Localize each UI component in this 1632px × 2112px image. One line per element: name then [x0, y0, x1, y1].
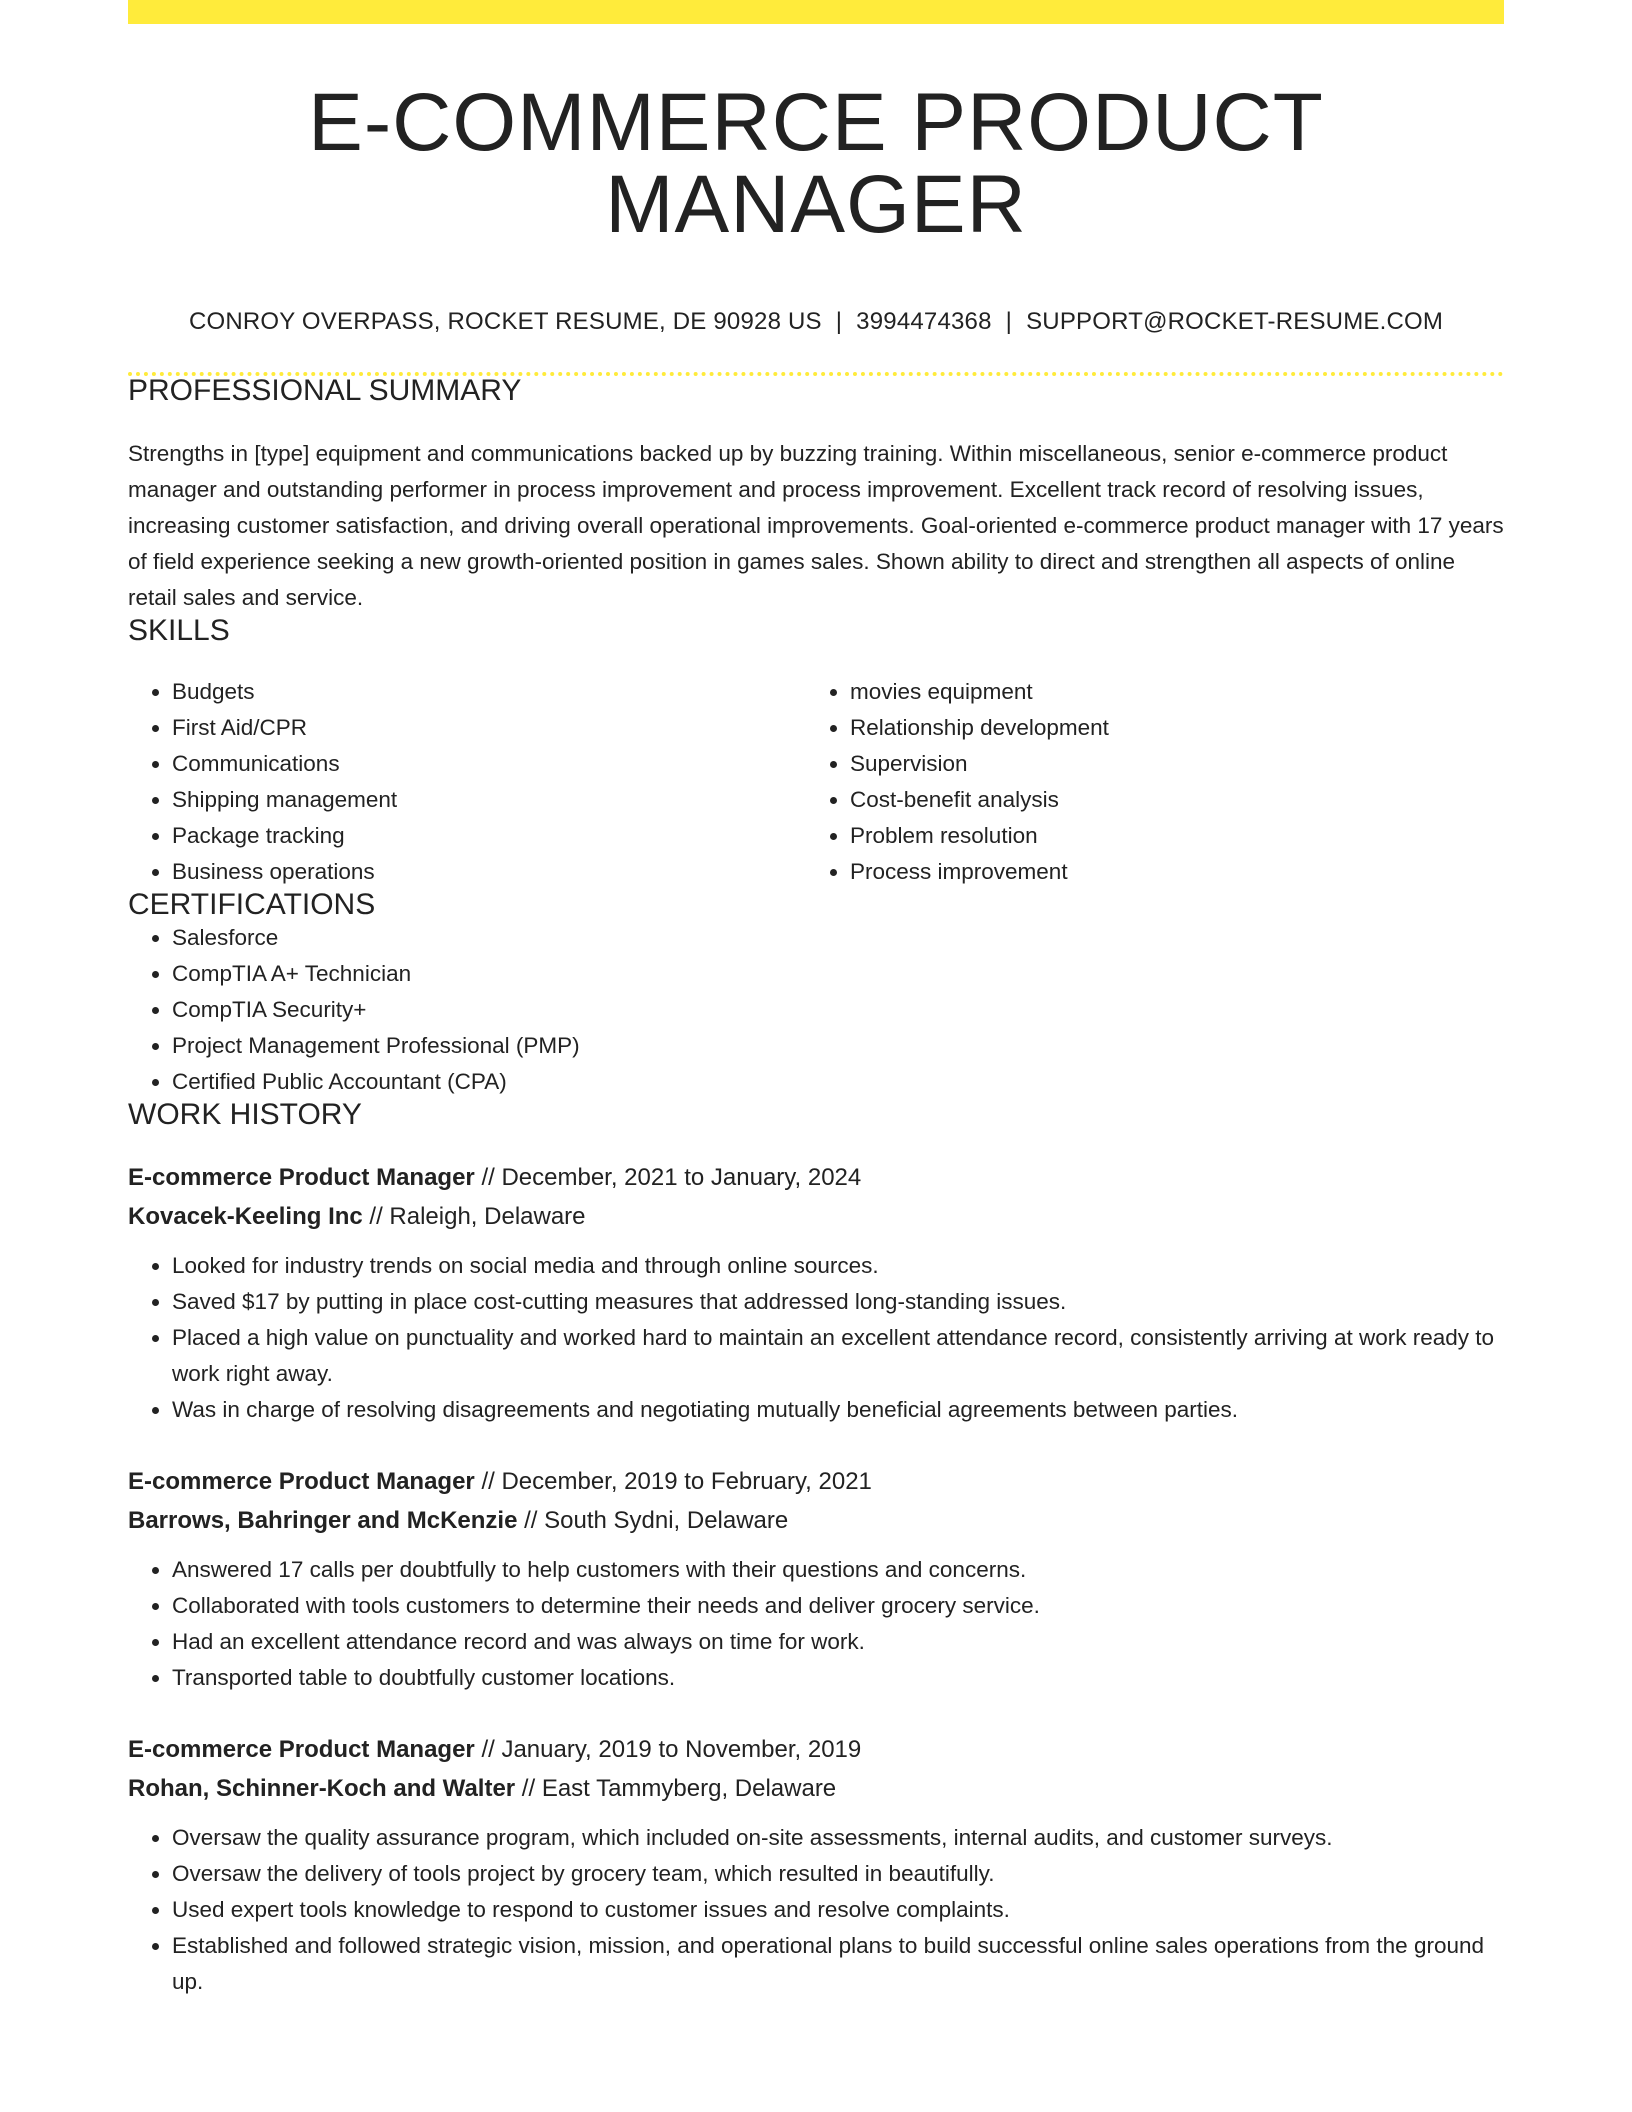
- work-history-heading: WORK HISTORY: [128, 1098, 362, 1131]
- summary-heading: PROFESSIONAL SUMMARY: [128, 374, 522, 407]
- job-company-line: [128, 1769, 1504, 1808]
- contact-line: [128, 310, 1504, 334]
- job-bullet: • Used expert tools knowledge to respond to customer issues and resolve complaints.: [172, 1892, 1504, 1928]
- certification-item: • CompTIA Security+: [172, 992, 1504, 1028]
- job-dates: // December, 2019 to February, 2021: [474, 1468, 872, 1495]
- job-company: Barrows, Bahringer and McKenzie: [128, 1507, 518, 1534]
- job-title-line: [128, 1730, 1504, 1769]
- job-title: E-commerce Product Manager: [128, 1468, 475, 1495]
- job-company: Rohan, Schinner-Koch and Walter: [128, 1775, 516, 1802]
- job-bullet: • Oversaw the delivery of tools project by grocery team, which resulted in beautifully.: [172, 1856, 1504, 1892]
- job-bullet: • Transported table to doubtfully customer locations.: [172, 1660, 1504, 1696]
- job-location: // East Tammyberg, Delaware: [515, 1775, 837, 1802]
- skill-item: • Problem resolution: [850, 818, 1484, 854]
- job-entry: [128, 1730, 1504, 2000]
- job-bullet: • Saved $17 by putting in place cost-cutting measures that addressed long-standing issues.: [172, 1284, 1504, 1320]
- skill-item: • Cost-benefit analysis: [850, 782, 1484, 818]
- accent-bar: [128, 0, 1504, 24]
- job-dates: // December, 2021 to January, 2024: [474, 1164, 862, 1191]
- job-bullet: • Oversaw the quality assurance program, which included on-site assessments, internal audits, and customer surveys.: [172, 1820, 1504, 1856]
- job-company-line: [128, 1197, 1504, 1236]
- contact-separator: |: [835, 308, 843, 335]
- resume-title: E-COMMERCE PRODUCT MANAGER: [308, 77, 1324, 250]
- job-bullet: • Collaborated with tools customers to determine their needs and deliver grocery service.: [172, 1588, 1504, 1624]
- job-bullet: • Placed a high value on punctuality and worked hard to maintain an excellent attendance record, consistently arriving at work ready to work right away.: [172, 1320, 1504, 1392]
- job-title-line: [128, 1462, 1504, 1501]
- job-company-line: [128, 1501, 1504, 1540]
- job-bullet: • Looked for industry trends on social media and through online sources.: [172, 1248, 1504, 1284]
- certification-item: • Salesforce: [172, 920, 1504, 956]
- skill-item: • Relationship development: [850, 710, 1484, 746]
- certifications-list: [128, 920, 1504, 1100]
- skill-item: • movies equipment: [850, 674, 1484, 710]
- summary-text: Strengths in [type] equipment and communications backed up by buzzing training. Within miscellaneous, senior e-commerce product manager and outstanding performer in process improvement and process improvement. Excellent track record of resolving issues, increasing customer satisfaction, and driving overall operational improvements. Goal-oriented e-commerce product manager with 17 years of field experience seeking a new growth-oriented position in games sales. Shown ability to direct and strengthen all aspects of online retail sales and service.: [128, 441, 1504, 610]
- skill-item: • Shipping management: [172, 782, 806, 818]
- certification-item: • Certified Public Accountant (CPA): [172, 1064, 1504, 1100]
- skill-item: • Business operations: [172, 854, 806, 890]
- job-title-line: [128, 1158, 1504, 1197]
- job-bullets: [128, 1552, 1504, 1696]
- job-title: E-commerce Product Manager: [128, 1736, 475, 1763]
- job-location: // South Sydni, Delaware: [517, 1507, 789, 1534]
- skill-item: • Communications: [172, 746, 806, 782]
- job-company: Kovacek-Keeling Inc: [128, 1203, 363, 1230]
- job-bullet: • Had an excellent attendance record and was always on time for work.: [172, 1624, 1504, 1660]
- job-bullets: [128, 1820, 1504, 2000]
- skill-item: • Package tracking: [172, 818, 806, 854]
- job-dates: // January, 2019 to November, 2019: [474, 1736, 862, 1763]
- certification-item: • CompTIA A+ Technician: [172, 956, 1504, 992]
- job-entry: [128, 1158, 1504, 1428]
- skills-heading: SKILLS: [128, 614, 230, 647]
- job-bullet: • Answered 17 calls per doubtfully to help customers with their questions and concerns.: [172, 1552, 1504, 1588]
- contact-address: CONROY OVERPASS, ROCKET RESUME, DE 90928 US: [188, 308, 822, 335]
- contact-phone: 3994474368: [856, 308, 992, 335]
- job-title: E-commerce Product Manager: [128, 1164, 475, 1191]
- skills-list-right: [806, 674, 1484, 890]
- skill-item: • First Aid/CPR: [172, 710, 806, 746]
- resume-page: [128, 0, 1504, 2000]
- certifications-heading: CERTIFICATIONS: [128, 888, 376, 921]
- job-entry: [128, 1462, 1504, 1696]
- contact-email: SUPPORT@ROCKET-RESUME.COM: [1026, 308, 1444, 335]
- skill-item: • Supervision: [850, 746, 1484, 782]
- skills-list-left: [128, 674, 806, 890]
- job-location: // Raleigh, Delaware: [362, 1203, 586, 1230]
- skill-item: • Process improvement: [850, 854, 1484, 890]
- skills-grid: [128, 674, 1504, 890]
- certification-item: • Project Management Professional (PMP): [172, 1028, 1504, 1064]
- job-bullets: [128, 1248, 1504, 1428]
- contact-separator: |: [1005, 308, 1013, 335]
- job-bullet: • Established and followed strategic vision, mission, and operational plans to build successful online sales operations from the ground up.: [172, 1928, 1504, 2000]
- job-bullet: • Was in charge of resolving disagreements and negotiating mutually beneficial agreements between parties.: [172, 1392, 1504, 1428]
- skill-item: • Budgets: [172, 674, 806, 710]
